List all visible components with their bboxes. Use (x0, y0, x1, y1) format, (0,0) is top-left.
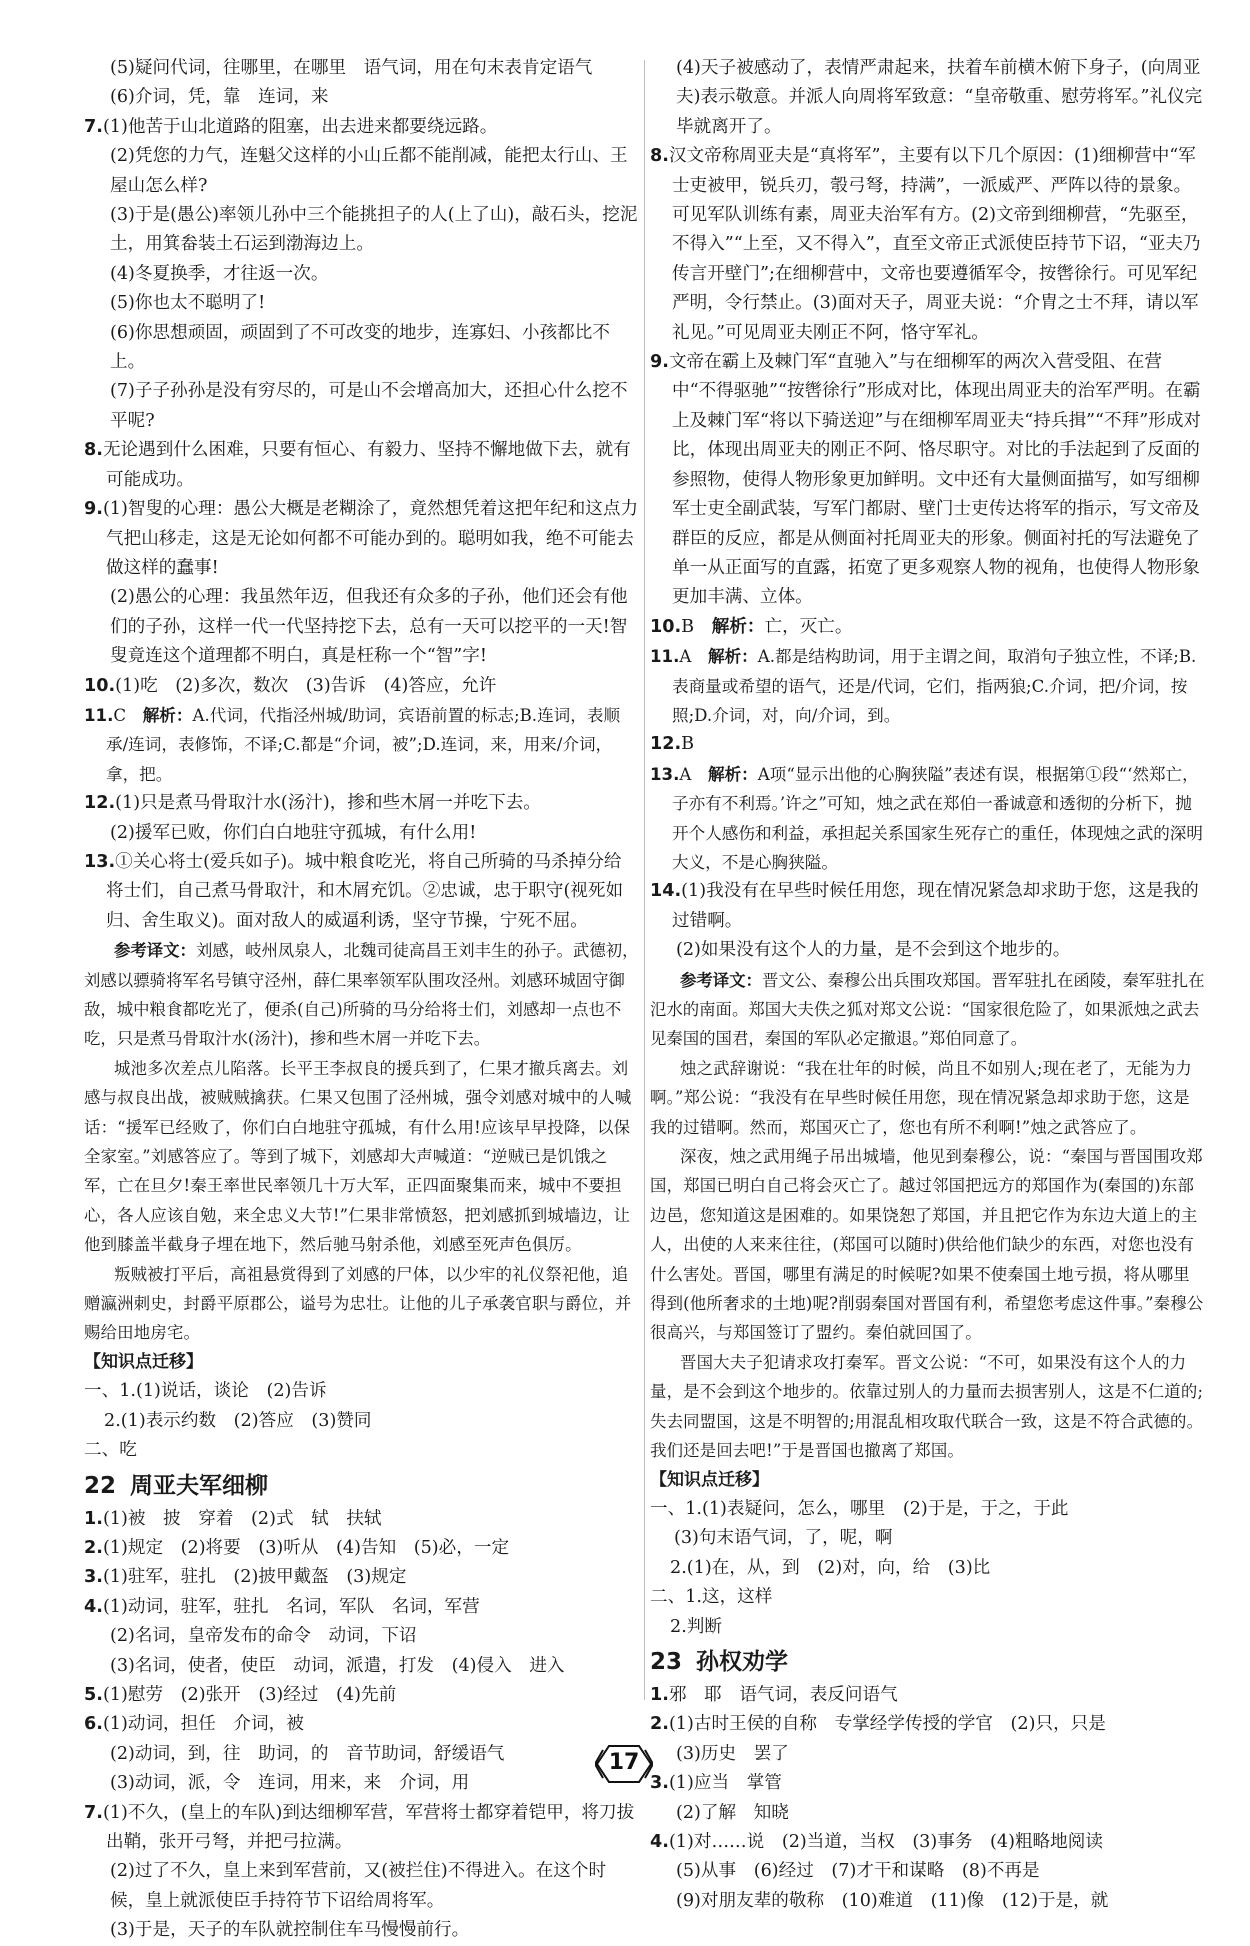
analysis-label: 解析： (707, 647, 758, 667)
translation-paragraph: 深夜，烛之武用绳子吊出城墙，他见到秦穆公，说：“秦国与晋国围攻郑国，郑国已明白自己将会灭亡了。越过邻国把远方的郑国作为(秦国的)东部边邑，您知道这是困难的。如果饶恕了郑国，并且把它作为东边大道上的主人，出使的人来来往往，(郑国可以随时)供给他们缺少的东西，对您也没有什么害处。晋国，哪里有满足的时候呢?如果不使秦国土地亏损，将从哪里得到(他所奢求的土地)呢?削弱秦国对晋国有利，希望您考虑这件事。”秦穆公很高兴，与郑国签订了盟约。秦伯就回国了。 (650, 1147, 1204, 1343)
question-7 (84, 113, 639, 142)
question-7 (84, 1799, 639, 1858)
question-number: 13. (650, 764, 680, 784)
translation-paragraph: 城池多次差点儿陷落。长平王李叔良的援兵到了，仁果才撤兵离去。刘感与叔良出战，被贼贼擒获。仁果又包围了泾州城，强令刘感对城中的人喊话：“援军已经败了，你们白白地驻守孤城，有什么用!应该早早投降，以保全家室。”刘感答应了。等到了城下，刘感却大声喊道：“逆贼已是饥饿之军，亡在旦夕!秦王率世民率领几十万大军，正四面聚集而来，城中不要担心，各人应该自勉，来全忠义大节!”仁果非常愤怒，把刘感抓到城墙边，让他到膝盖半截身子埋在地下，然后驰马射杀他，刘感至死声色俱厉。 (84, 1058, 632, 1255)
question-9 (650, 348, 1205, 613)
question-14 (650, 877, 1205, 936)
answer-choice: A (679, 647, 692, 667)
question-2 (84, 1534, 639, 1563)
question-number: 7. (84, 116, 103, 137)
question-10 (84, 672, 639, 701)
translation-text: 晋文公、秦穆公出兵围攻郑国。晋军驻扎在函陵，秦军驻扎在氾水的南面。郑国大夫佚之狐对郑文公说：“国家很危险了，如果派烛之武去见秦国的国君，秦国的军队必定撤退。”郑伯同意了。 (650, 970, 1205, 1049)
answer-line: (1)应当 掌管 (668, 1773, 782, 1794)
question-11 (84, 701, 639, 789)
question-11 (650, 642, 1205, 730)
page-number: 17 (608, 1750, 640, 1775)
question-4 (650, 1828, 1205, 1857)
answer-line: (2)援军已败，你们白白地驻守孤城，有什么用! (110, 822, 477, 843)
analysis-label: 解析： (142, 705, 193, 725)
answer-line: (1)只是煮马骨取汁水(汤汁)，掺和些木屑一并吃下去。 (115, 793, 541, 814)
question-number: 9. (84, 499, 103, 520)
question-3 (650, 1769, 1205, 1798)
question-13 (84, 848, 639, 936)
translation-paragraph: 叛贼被打平后，高祖悬赏得到了刘感的尸体，以少牢的礼仪祭祀他，追赠瀛洲刺史，封爵平原郡公，谥号为忠壮。让他的儿子承袭官职与爵位，并赐给田地房宅。 (84, 1264, 632, 1343)
answer-choice: C (113, 705, 127, 725)
answer-choice: B (681, 734, 695, 755)
answer-line: (2)动词，到，往 助词，的 音节助词，舒缓语气 (110, 1743, 505, 1764)
answer-choice: B (681, 616, 695, 637)
answer-line: (2)名词，皇帝发布的命令 动词，下诏 (110, 1626, 417, 1647)
lesson-title: 周亚夫军细柳 (130, 1472, 269, 1499)
answer-text: (1)驻军，驻扎 (2)披甲戴盔 (3)规定 (102, 1567, 407, 1588)
answer-text: ①关心将士(爱兵如子)。城中粮食吃光，将自己所骑的马杀掉分给将士们，自己煮马骨取汁，和木屑充饥。②忠诚，忠于职守(视死如归、舍生取义)。面对敌人的威逼利诱，坚守节操，宁死不屈。 (106, 851, 624, 931)
right-column (650, 54, 1205, 1916)
answer-choice: A (679, 764, 692, 784)
answer-line: (2)愚公的心理：我虽然年迈，但我还有众多的子孙，他们还会有他们的子孙，这样一代一代坚持挖下去，总有一天可以挖平的一天!智叟竟连这个道理都不明白，真是枉称一个“智”字! (110, 587, 628, 667)
knowledge-transfer-title: 【知识点迁移】 (84, 1351, 203, 1372)
question-2 (650, 1710, 1205, 1739)
answer-line: (4)天子被感动了，表情严肃起来，扶着车前横木俯下身子，(向周亚夫)表示敬意。并派人向周将军致意：“皇帝敬重、慰劳将军。”礼仪完毕就离开了。 (676, 58, 1203, 137)
analysis-text: 亡，灭亡。 (764, 616, 853, 637)
answer-line: (1)古时王侯的自称 专掌经学传授的学官 (2)只，只是 (668, 1714, 1106, 1735)
question-8 (84, 436, 639, 495)
knowledge-item: 一、1.(1)表疑问，怎么，哪里 (2)于是，于之，于此 (650, 1498, 1069, 1519)
answer-line: (4)冬夏换季，才往返一次。 (110, 263, 329, 284)
question-number: 8. (650, 146, 669, 167)
answer-line: (2)了解 知晓 (676, 1802, 789, 1823)
question-number: 2. (84, 1537, 103, 1558)
knowledge-item: 一、1.(1)说话，谈论 (2)告诉 (84, 1381, 327, 1402)
answer-text: 文帝在霸上及棘门军“直驰入”与在细柳军的两次入营受阻、在营中“不得驱驰”“按辔徐行”形成对比，体现出周亚夫的治军严明。在霸上及棘门军“将以下骑送迎”与在细柳军周亚夫“持兵揖”“不拜”形成对比，体现出周亚夫的刚正不阿、恪尽职守。对比的手法起到了反面的参照物，使得人物形象更加鲜明。文中还有大量侧面描写，如写细柳军士吏全副武装，写军门都尉、壁门士吏传达将军的指示，写文帝及群臣的反应，都是从侧面衬托周亚夫的形象。侧面衬托的写法避免了单一从正面写的直露，拓宽了更多观察人物的视角，也使得人物形象更加丰满、立体。 (668, 352, 1202, 608)
answer-text: (1)规定 (2)将要 (3)听从 (4)告知 (5)必，一定 (102, 1537, 510, 1558)
question-3 (84, 1563, 639, 1592)
analysis-label: 解析： (707, 764, 758, 784)
lesson-number: 22 (84, 1472, 117, 1499)
answer-line: (1)智叟的心理：愚公大概是老糊涂了，竟然想凭着这把年纪和这点力气把山移走，这是无论如何都不可能办到的。聪明如我，绝不可能去做这样的蠢事! (102, 499, 639, 578)
question-6 (84, 1710, 639, 1739)
question-12 (84, 789, 639, 818)
question-5 (84, 1681, 639, 1710)
answer-line: (1)不久，(皇上的车队)到达细柳军营，军营将士都穿着铠甲，将刀拔出鞘，张开弓弩，并把弓拉满。 (102, 1802, 635, 1852)
answer-line: (1)他苦于山北道路的阻塞，出去进来都要绕远路。 (102, 116, 498, 137)
question-number: 10. (84, 675, 116, 696)
knowledge-item: 2.(1)在，从，到 (2)对，向，给 (3)比 (670, 1557, 991, 1578)
analysis-text: A项“显示出他的心胸狭隘”表述有误，根据第①段“‘然郑亡，子亦有不利焉。’许之”可知，烛之武在郑伯一番诚意和透彻的分析下，抛开个人感伤和利益，承担起关系国家生死存亡的重任，体现烛之武的深明大义，不是心胸狭隘。 (672, 764, 1203, 872)
question-number: 4. (84, 1596, 103, 1617)
answer-line: (1)对……说 (2)当道，当权 (3)事务 (4)粗略地阅读 (668, 1831, 1103, 1852)
translation-text: 刘感，岐州凤泉人，北魏司徒高昌王刘丰生的孙子。武德初，刘感以骠骑将军名号镇守泾州，薛仁果率领军队围攻泾州。刘感环城固守御敌，城中粮食都吃光了，便杀(自己)所骑的马分给将士们，刘感却一点也不吃，只是煮马骨取汁水(汤汁)，掺和些木屑一并吃下去。 (84, 941, 639, 1049)
question-number: 6. (84, 1714, 103, 1735)
page-number-badge (595, 1744, 653, 1784)
answer-line: (3)于是(愚公)率领儿孙中三个能挑担子的人(上了山)，敲石头，挖泥土，用箕畚装土石运到渤海边上。 (110, 205, 638, 255)
answer-line: (7)子子孙孙是没有穷尽的，可是山不会增高加大，还担心什么挖不平呢? (110, 381, 628, 431)
answer-line: (6)介词，凭，靠 连词，来 (110, 87, 329, 108)
question-number: 1. (650, 1684, 669, 1705)
knowledge-item: 二、吃 (84, 1440, 137, 1461)
answer-line: (1)动词，担任 介词，被 (102, 1714, 304, 1735)
answer-line: (9)对朋友辈的敬称 (10)难道 (11)像 (12)于是，就 (676, 1890, 1109, 1911)
answer-line: (3)于是，天子的车队就控制住车马慢慢前行。 (110, 1920, 470, 1941)
translation-label: 参考译文： (114, 941, 196, 961)
question-9 (84, 495, 639, 583)
question-1 (84, 1505, 639, 1534)
answer-line: (5)疑问代词，往哪里，在哪里 语气词，用在句末表肯定语气 (110, 58, 593, 78)
column-divider (644, 60, 645, 1700)
question-number: 1. (84, 1508, 103, 1529)
answer-line: (3)名词，使者，使臣 动词，派遣，打发 (4)侵入 进入 (110, 1655, 565, 1676)
answer-line: (1)我没有在早些时候任用您，现在情况紧急却求助于您，这是我的过错啊。 (672, 881, 1199, 931)
answer-line: (1)动词，驻军，驻扎 名词，军队 名词，军营 (102, 1596, 480, 1617)
question-13 (650, 760, 1205, 878)
translation-label: 参考译文： (680, 970, 762, 990)
answer-line: (3)历史 罢了 (676, 1743, 789, 1764)
answer-line: (2)如果没有这个人的力量，是不会到这个地步的。 (676, 940, 1071, 961)
question-number: 10. (650, 616, 682, 637)
analysis-text: A.代词，代指泾州城/助词，宾语前置的标志;B.连词，表顺承/连词，表修饰，不译;C.都是“介词，被”;D.连词，来，用来/介词，拿，把。 (106, 705, 621, 784)
question-number: 7. (84, 1802, 103, 1823)
question-4 (84, 1593, 639, 1622)
lesson-title: 孙权劝学 (696, 1648, 789, 1675)
question-number: 11. (84, 705, 114, 725)
lesson-heading (650, 1645, 1205, 1679)
knowledge-item: 2.判断 (670, 1616, 722, 1637)
translation-paragraph (650, 966, 1205, 1054)
answer-text: 无论遇到什么困难，只要有恒心、有毅力、坚持不懈地做下去，就有可能成功。 (102, 440, 631, 490)
knowledge-item: 二、1.这，这样 (650, 1587, 773, 1608)
left-column (84, 54, 639, 1946)
answer-text: (1)被 披 穿着 (2)式 轼 扶轼 (102, 1508, 382, 1529)
analysis-label: 解析： (711, 616, 765, 637)
question-number: 8. (84, 440, 103, 461)
answer-line: (2)过了不久，皇上来到军营前，又(被拦住)不得进入。在这个时候，皇上就派使臣手持符节下诏给周将军。 (110, 1861, 607, 1911)
answer-line: (2)凭您的力气，连魁父这样的小山丘都不能削减，能把太行山、王屋山怎么样? (110, 146, 628, 196)
question-1 (650, 1681, 1205, 1710)
answer-text: 邪 耶 语气词，表反问语气 (668, 1684, 898, 1705)
question-8 (650, 142, 1205, 348)
question-number: 12. (650, 734, 682, 755)
question-number: 5. (84, 1684, 103, 1705)
answer-text: (1)慰劳 (2)张开 (3)经过 (4)先前 (102, 1684, 397, 1705)
lesson-heading (84, 1469, 639, 1503)
question-number: 11. (650, 647, 680, 667)
translation-paragraph: 晋国大夫子犯请求攻打秦军。晋文公说：“不可，如果没有这个人的力量，是不会到这个地步的。依靠过别人的力量而去损害别人，这是不仁道的;失去同盟国，这是不明智的;用混乱相攻取代联合一致，这是不符合武德的。我们还是回去吧!”于是晋国也撤离了郑国。 (650, 1352, 1204, 1461)
question-number: 14. (650, 881, 682, 902)
analysis-text: A.都是结构助词，用于主谓之间，取消句子独立性，不译;B.表商量或希望的语气，还是/代词，它们，指两狼;C.介词，把/介词，按照;D.介词，对，向/介词，到。 (672, 647, 1197, 725)
knowledge-transfer-title: 【知识点迁移】 (650, 1469, 769, 1490)
translation-paragraph: 烛之武辞谢说：“我在壮年的时候，尚且不如别人;现在老了，无能为力啊。”郑公说：“我没有在早些时候任用您，现在情况紧急却求助于您，这是我的过错啊。然而，郑国灭亡了，您也有所不利啊!”烛之武答应了。 (650, 1058, 1193, 1137)
question-12 (650, 730, 1205, 759)
answer-text: (1)吃 (2)多次，数次 (3)告诉 (4)答应，允许 (115, 675, 497, 696)
question-number: 4. (650, 1831, 669, 1852)
answer-text: 汉文帝称周亚夫是“真将军”，主要有以下几个原因：(1)细柳营中“军士吏被甲，锐兵刃，彀弓弩，持满”，一派威严、严阵以待的景象。可见军队训练有素，周亚夫治军有方。(2)文帝到细柳营，“先驱至，不得入”“上至，又不得入”，直至文帝正式派使臣持节下诏，“亚夫乃传言开壁门”;在细柳营中，文帝也要遵循军令，按辔徐行。可见军纪严明，令行禁止。(3)面对天子，周亚夫说：“介胄之士不拜，请以军礼见。”可见周亚夫刚正不阿，恪守军礼。 (668, 146, 1201, 343)
question-number: 13. (84, 851, 116, 872)
question-number: 2. (650, 1714, 669, 1735)
translation-paragraph (84, 936, 639, 1054)
knowledge-item: 2.(1)表示约数 (2)答应 (3)赞同 (104, 1410, 372, 1431)
question-number: 12. (84, 793, 116, 814)
question-number: 3. (650, 1773, 669, 1794)
answer-line: (5)你也太不聪明了! (110, 293, 266, 314)
question-10 (650, 613, 1205, 642)
lesson-number: 23 (650, 1648, 683, 1675)
knowledge-item: (3)句末语气词，了，呢，啊 (674, 1528, 893, 1549)
question-number: 9. (650, 352, 669, 373)
answer-line: (6)你思想顽固，顽固到了不可改变的地步，连寡妇、小孩都比不上。 (110, 322, 610, 373)
answer-line: (5)从事 (6)经过 (7)才干和谋略 (8)不再是 (676, 1861, 1040, 1882)
answer-line: (3)动词，派，令 连词，用来，来 介词，用 (110, 1773, 470, 1794)
question-number: 3. (84, 1567, 103, 1588)
